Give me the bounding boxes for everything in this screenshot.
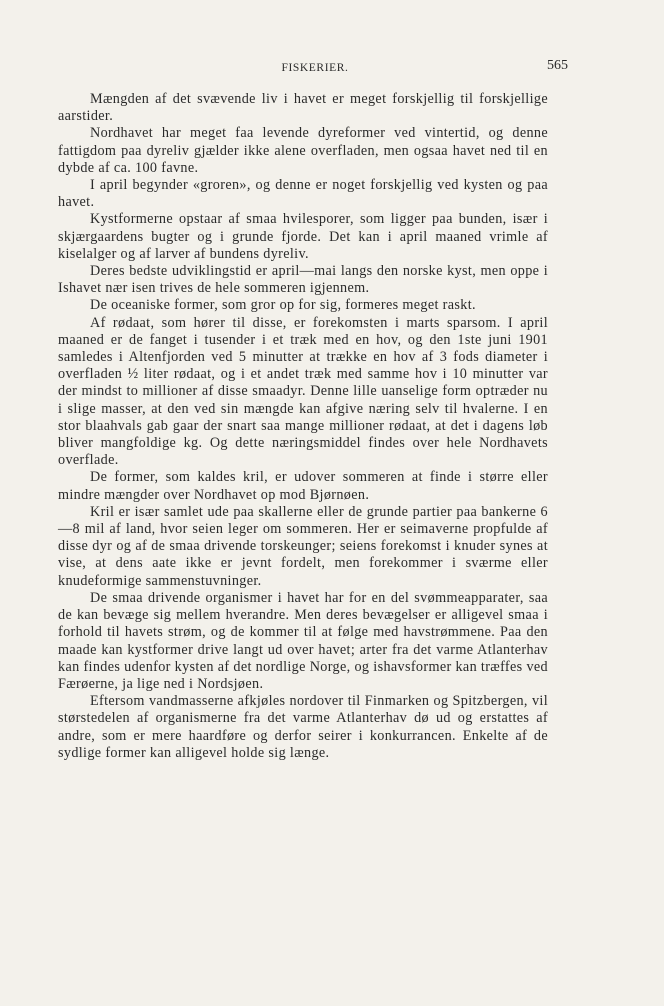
paragraph-1: Mængden af det svævende liv i havet er meget forskjellig til forskjellige aarstider. <box>58 91 548 125</box>
running-title: FISKERIER. <box>281 62 349 74</box>
paragraph-11: Eftersom vandmasserne afkjøles nordover til Finmarken og Spitzbergen, vil størstedelen af organismerne fra det varme Atlanterhav dø ud og erstattes af andre, som er mere haardføre og derfor seirer i konkurrancen. Enkelte af de sydlige former kan alligevel holde sig længe. <box>58 693 548 761</box>
paragraph-6: De oceaniske former, som gror op for sig, formeres meget raskt. <box>90 297 476 314</box>
body-text <box>58 91 548 762</box>
paragraph-8: De former, som kaldes kril, er udover sommeren at finde i større eller mindre mængder over Nordhavet op mod Bjørnøen. <box>58 469 548 503</box>
paragraph-9: Kril er især samlet ude paa skallerne eller de grunde partier paa bankerne 6—8 mil af land, hvor seien leger om sommeren. Her er seimaverne propfulde af disse dyr og af de smaa drivende torskeunger; seiens forekomst i knuder synes at vise, at dens aate ikke er jevnt fordelt, men forekommer i sværme eller knudeformige sammenstuvninger. <box>58 503 548 589</box>
paragraph-4: Kystformerne opstaar af smaa hvilesporer, som ligger paa bunden, især i skjærgaardens bugter og i grunde fjorde. Det kan i april maaned vrimle af kiselalger og af larver af bundens dyreliv. <box>58 211 548 262</box>
page-header <box>60 58 570 78</box>
paragraph-2: Nordhavet har meget faa levende dyreformer ved vintertid, og denne fattigdom paa dyreliv gjælder ikke alene overfladen, men ogsaa havet ned til en dybde af ca. 100 favne. <box>58 125 548 176</box>
paragraph-5: Deres bedste udviklingstid er april—mai langs den norske kyst, men oppe i Ishavet nær isen trives de hele sommeren igjennem. <box>58 263 548 297</box>
paragraph-10: De smaa drivende organismer i havet har for en del svømmeapparater, saa de kan bevæge sig mellem hverandre. Men deres bevægelser er alligevel smaa i forhold til havets strøm, og de kommer til at følge med havstrømmene. Paa den maade kan kystformer drive langt ud over havet; arter fra det varme Atlanterhav kan findes udenfor kysten af det nordlige Norge, og ishavsformer kan træffes ved Færøerne, ja lige ned i Nordsjøen. <box>58 589 548 692</box>
page-number: 565 <box>547 58 568 73</box>
paragraph-7: Af rødaat, som hører til disse, er forekomsten i marts sparsom. I april maaned er de fanget i tusender i et træk med en hov, og den 1ste juni 1901 samledes i Altenfjorden ved 5 minutter at trække en hov af 3 fods diameter i overfladen ½ liter rødaat, og i et andet træk med samme hov i 10 minutter var der mindst to millioner af disse smaadyr. Denne lille uanselige form optræder nu i slige masser, at den ved sin mængde kan afgive næring selv til hvalerne. I en stor blaahvals gab gaar der snart saa mange millioner rødaat, at det i dagens løb bliver mangfoldige kg. Og dette næringsmiddel findes over hele Nordhavets overflade. <box>58 314 548 469</box>
paragraph-3: I april begynder «groren», og denne er noget forskjellig ved kysten og paa havet. <box>58 177 548 211</box>
